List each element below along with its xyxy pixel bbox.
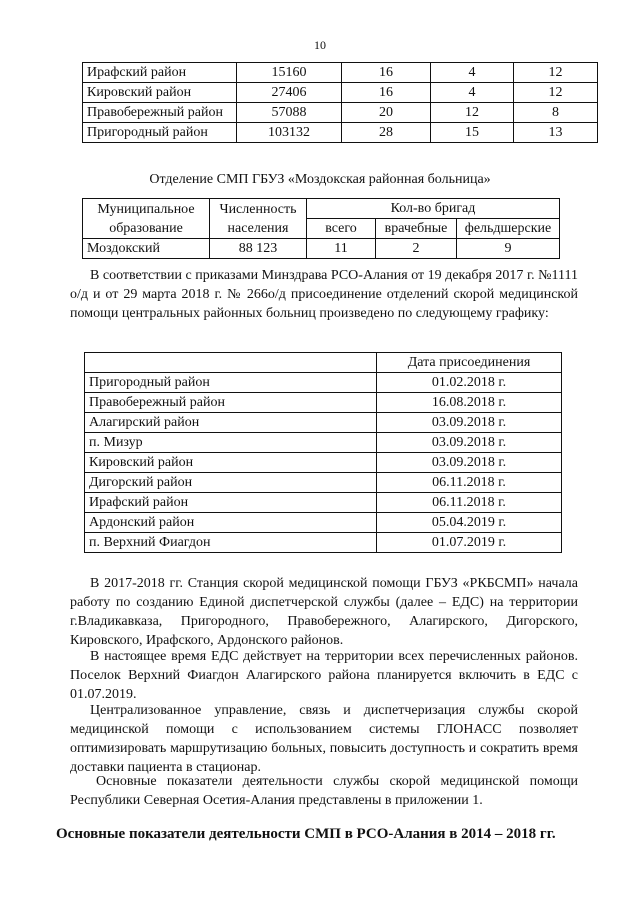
- date-header: Дата присоединения: [377, 353, 562, 373]
- district-name: Дигорский район: [85, 473, 377, 493]
- district-name: Алагирский район: [85, 413, 377, 433]
- district-name: Кировский район: [85, 453, 377, 473]
- district-name: Пригородный район: [83, 123, 237, 143]
- connection-date: 05.04.2019 г.: [377, 513, 562, 533]
- table-row: [85, 373, 562, 393]
- total-brigades-cell: 16: [342, 83, 431, 103]
- paramedic-brigades-cell: 13: [514, 123, 598, 143]
- total-brigades-cell: 16: [342, 63, 431, 83]
- doctor-brigades-cell: 15: [431, 123, 514, 143]
- municipal-header: Муниципальное образование: [83, 199, 210, 239]
- connection-date: 06.11.2018 г.: [377, 493, 562, 513]
- mozdok-brigades-table: [82, 198, 560, 259]
- empty-header-cell: [85, 353, 377, 373]
- district-name: Моздокский: [83, 239, 210, 259]
- connection-date: 16.08.2018 г.: [377, 393, 562, 413]
- indicators-paragraph: Основные показатели деятельности службы скорой медицинской помощи Республики Северная Осетия-Алания представлены в приложении 1.: [70, 774, 578, 808]
- doctor-header: врачебные: [376, 219, 457, 239]
- page-number: 10: [314, 38, 326, 52]
- paramedic-brigades-cell: 9: [457, 239, 560, 259]
- table-row: [85, 533, 562, 553]
- mozdok-table-caption: Отделение СМП ГБУЗ «Моздокская районная больница»: [149, 172, 491, 187]
- connection-date: 01.02.2018 г.: [377, 373, 562, 393]
- district-name: п. Мизур: [85, 433, 377, 453]
- glonass-paragraph: Централизованное управление, связь и диспетчеризация службы скорой медицинской помощи с использованием системы ГЛОНАСС позволяет оптимизировать маршрутизацию больных, повысить доступность и сократить время доставки пациента в стационар.: [70, 703, 578, 775]
- connection-date: 03.09.2018 г.: [377, 433, 562, 453]
- population-cell: 103132: [237, 123, 342, 143]
- paramedic-brigades-cell: 12: [514, 63, 598, 83]
- doctor-brigades-cell: 2: [376, 239, 457, 259]
- doctor-brigades-cell: 4: [431, 63, 514, 83]
- connection-date: 03.09.2018 г.: [377, 413, 562, 433]
- table-row: [83, 123, 598, 143]
- table-row: [85, 473, 562, 493]
- table-row: [85, 453, 562, 473]
- total-brigades-cell: 11: [307, 239, 376, 259]
- order-paragraph: В соответствии с приказами Минздрава РСО-Алания от 19 декабря 2017 г. №1111 о/д и от 29 марта 2018 г. № 266о/д присоединение отделений скорой медицинской помощи центральных районных больниц произведено по следующему графику:: [70, 268, 578, 321]
- table-row: [83, 83, 598, 103]
- table-row: [83, 239, 560, 259]
- table-header-row: [85, 353, 562, 373]
- population-cell: 57088: [237, 103, 342, 123]
- total-brigades-cell: 20: [342, 103, 431, 123]
- connection-date: 01.07.2019 г.: [377, 533, 562, 553]
- table-row: [85, 513, 562, 533]
- district-name: Ирафский район: [85, 493, 377, 513]
- total-header: всего: [307, 219, 376, 239]
- population-cell: 27406: [237, 83, 342, 103]
- district-name: Ардонский район: [85, 513, 377, 533]
- population-cell: 88 123: [210, 239, 307, 259]
- doctor-brigades-cell: 12: [431, 103, 514, 123]
- district-name: п. Верхний Фиагдон: [85, 533, 377, 553]
- total-brigades-cell: 28: [342, 123, 431, 143]
- district-brigades-table: [82, 62, 598, 143]
- population-cell: 15160: [237, 63, 342, 83]
- district-name: Ирафский район: [83, 63, 237, 83]
- table-header-row: [83, 199, 560, 219]
- district-name: Пригородный район: [85, 373, 377, 393]
- connection-schedule-table: [84, 352, 562, 553]
- table-row: [85, 433, 562, 453]
- paramedic-brigades-cell: 8: [514, 103, 598, 123]
- population-header: Численность населения: [210, 199, 307, 239]
- paramedic-brigades-cell: 12: [514, 83, 598, 103]
- district-name: Кировский район: [83, 83, 237, 103]
- doctor-brigades-cell: 4: [431, 83, 514, 103]
- eds-current-paragraph: В настоящее время ЕДС действует на территории всех перечисленных районов. Поселок Верхний Фиагдон Алагирского района планируется включить в ЕДС с 01.07.2019.: [70, 649, 578, 702]
- eds-creation-paragraph: В 2017-2018 гг. Станция скорой медицинской помощи ГБУЗ «РКБСМП» начала работу по созданию Единой диспетчерской службы (далее – ЕДС) на территории г.Владикавказа, Пригородного, Правобережного, Алагирского, Дигорского, Кировского, Ирафского, Ардонского районов.: [70, 576, 578, 648]
- table-row: [85, 393, 562, 413]
- table-row: [85, 493, 562, 513]
- paramedic-header: фельдшерские: [457, 219, 560, 239]
- table-row: [85, 413, 562, 433]
- table-row: [83, 103, 598, 123]
- brigades-header: Кол-во бригад: [307, 199, 560, 219]
- district-name: Правобережный район: [83, 103, 237, 123]
- table-row: [83, 63, 598, 83]
- district-name: Правобережный район: [85, 393, 377, 413]
- section-heading: Основные показатели деятельности СМП в РСО-Алания в 2014 – 2018 гг.: [56, 826, 556, 842]
- connection-date: 06.11.2018 г.: [377, 473, 562, 493]
- connection-date: 03.09.2018 г.: [377, 453, 562, 473]
